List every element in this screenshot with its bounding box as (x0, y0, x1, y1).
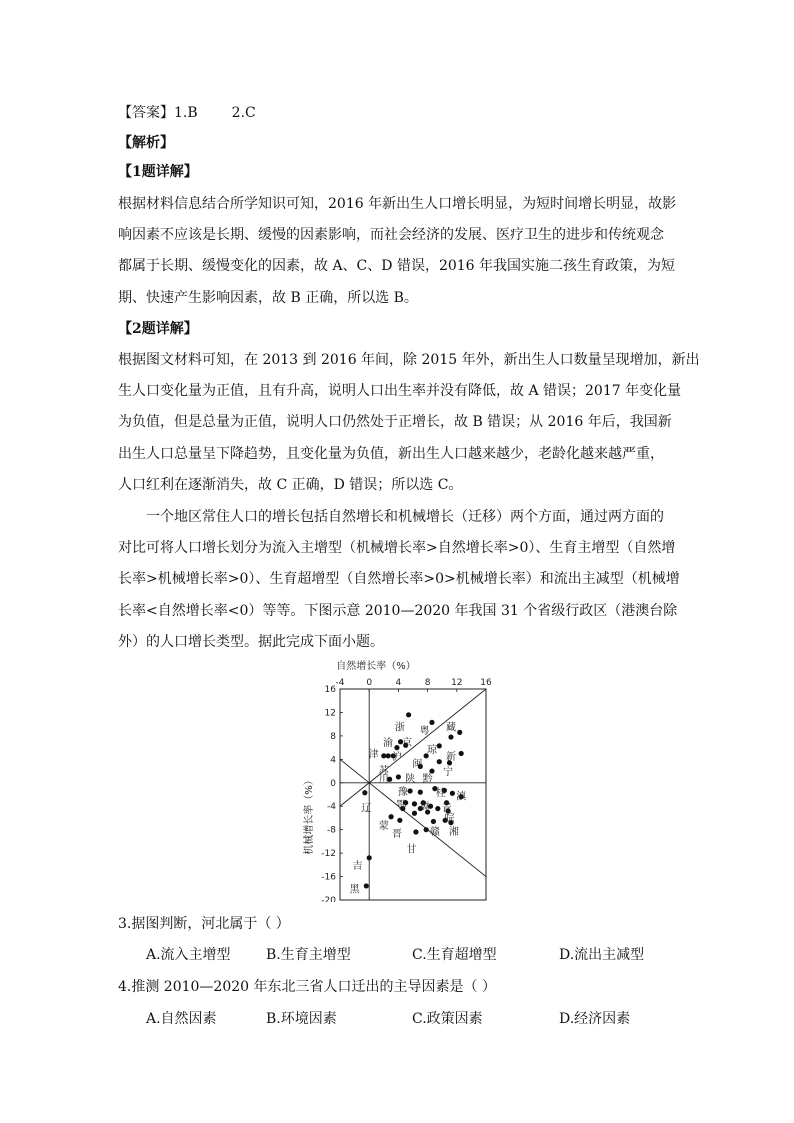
data-point (364, 883, 369, 888)
answer-q2: 2.C (231, 105, 256, 121)
q1-line: 期、快速产生影响因素，故 B 正确，所以选 B。 (118, 290, 418, 306)
data-point (386, 753, 391, 758)
data-point (448, 734, 453, 739)
intro-line: 长率>机械增长率>0）、生育超增型（自然增长率>0>机械增长率）和流出主减型（机械增 (118, 571, 680, 587)
data-point (389, 814, 394, 819)
y-tick-label: -16 (321, 872, 336, 883)
data-point (429, 768, 434, 773)
analysis-heading: 【解析】 (118, 135, 174, 151)
q1-heading: 【1题详解】 (118, 164, 198, 180)
q3-option-b[interactable]: B.生育主增型 (266, 947, 351, 963)
q2-line: 人口红利在逐渐消失，故 C 正确，D 错误；所以选 C。 (118, 477, 463, 493)
province-label: 豫 (397, 786, 408, 798)
intro-line: 长率<自然增长率<0）等等。下图示意 2010—2020 年我国 31 个省级行政区（港澳台除 (118, 603, 678, 619)
q2-line: 生人口变化量为正值，且有升高，说明人口出生率并没有降低，故 A 错误；2017 年变化量 (118, 383, 682, 399)
intro-line: 一个地区常住人口的增长包括自然增长和机械增长（迁移）两个方面，通过两方面的 (146, 509, 664, 525)
ref-line-y-equals-x (340, 689, 486, 806)
province-label: 粤 (419, 726, 430, 738)
province-label: 藏 (445, 722, 456, 734)
q4-option-d[interactable]: D.经济因素 (559, 1011, 631, 1027)
answer-line (118, 104, 256, 122)
data-point (431, 819, 436, 824)
data-point (459, 751, 464, 756)
province-label: 渝 (383, 737, 394, 749)
q2-heading: 【2题详解】 (118, 321, 198, 337)
ref-line-y-equals-neg-x (340, 759, 500, 900)
province-label: 吉 (352, 860, 363, 872)
province-label: 蒙 (378, 820, 389, 832)
province-label: 宁 (443, 767, 454, 779)
x-tick-label: 4 (395, 678, 402, 688)
data-point (407, 788, 412, 793)
x-tick-label: 12 (451, 678, 463, 688)
question-3-stem: 3.据图判断，河北属于（ ） (118, 916, 290, 932)
plot-area (340, 689, 500, 900)
data-point (437, 743, 442, 748)
y-tick-label: 16 (324, 685, 336, 695)
y-axis-label: 机械增长率（%） (304, 775, 315, 855)
q1-line: 根据材料信息结合所学知识可知，2016 年新出生人口增长明显，为短时间增长明显，故影 (118, 196, 677, 212)
data-point (412, 801, 417, 806)
y-tick-label: 12 (324, 708, 336, 719)
data-point (424, 827, 429, 832)
y-tick-label: -20 (321, 896, 336, 902)
population-growth-scatter-chart (300, 652, 500, 902)
x-tick-label: -4 (335, 678, 345, 688)
q3-option-d[interactable]: D.流出主减型 (559, 947, 645, 963)
x-tick-label: 0 (366, 678, 373, 688)
data-point (429, 720, 434, 725)
q3-option-a[interactable]: A.流入主增型 (146, 947, 231, 963)
province-label: 川 (378, 774, 389, 786)
province-label: 桂 (435, 788, 446, 800)
q3-option-c[interactable]: C.生育超增型 (412, 947, 497, 963)
data-point (362, 790, 367, 795)
data-point (394, 745, 399, 750)
province-label: 鄂 (396, 799, 407, 811)
province-label: 新 (445, 751, 456, 763)
data-point (413, 829, 418, 834)
answer-label: 【答案】 (118, 105, 174, 121)
province-label: 辽 (361, 803, 372, 815)
q2-line: 根据图文材料可知，在 2013 到 2016 年间，除 2015 年外，新出生人口数量呈现增加，新出 (118, 352, 700, 368)
y-tick-label: -12 (321, 849, 336, 860)
q2-line: 出生人口总量呈下降趋势，且变化量为负值，新出生人口越来越少，老龄化越来越严重， (118, 446, 664, 462)
data-point (396, 774, 401, 779)
data-point (457, 730, 462, 735)
intro-line: 对比可将人口增长划分为流入主增型（机械增长率>自然增长率>0）、生育主增型（自然增 (118, 540, 676, 556)
q1-line: 都属于长期、缓慢变化的因素，故 A、C、D 错误，2016 年我国实施二孩生育政策，为短 (118, 258, 676, 274)
province-label: 苏 (378, 765, 389, 777)
y-tick-label: 8 (330, 731, 336, 742)
answer-q1: 1.B (174, 105, 198, 121)
data-point (450, 791, 455, 796)
province-label: 陕 (405, 774, 416, 786)
province-label: 闽 (412, 758, 423, 770)
province-label: 甘 (406, 844, 417, 856)
data-point (397, 818, 402, 823)
province-label: 琼 (426, 744, 437, 756)
y-tick-label: 4 (330, 755, 336, 766)
province-label: 黑 (349, 884, 360, 896)
province-label: 湘 (448, 826, 459, 838)
data-point (406, 712, 411, 717)
province-label: 冀 (419, 802, 430, 814)
data-point (435, 806, 440, 811)
province-label: 京 (402, 737, 413, 749)
q2-line: 为负值，但是总量为正值，说明人口仍然处于正增长，故 B 错误；从 2016 年后，我国新 (118, 414, 672, 430)
x-tick-label: 8 (424, 678, 431, 688)
intro-line: 外）的人口增长类型。据此完成下面小题。 (118, 634, 384, 650)
q4-option-b[interactable]: B.环境因素 (266, 1011, 337, 1027)
q4-option-a[interactable]: A.自然因素 (146, 1011, 217, 1027)
province-label: 黔 (422, 774, 433, 786)
province-label: 浙 (394, 722, 405, 734)
data-point (418, 790, 423, 795)
data-point (437, 759, 442, 764)
x-tick-label: 16 (480, 678, 492, 688)
province-label: 滇 (456, 791, 467, 803)
province-label: 津 (368, 749, 379, 761)
province-label: 赣 (429, 826, 440, 838)
province-label: 沪 (391, 751, 402, 763)
y-tick-label: -4 (327, 802, 336, 813)
q1-line: 响因素不应该是长期、缓慢的因素影响，而社会经济的发展、医疗卫生的进步和传统观念 (118, 227, 664, 243)
question-4-stem: 4.推测 2010—2020 年东北三省人口迁出的主导因素是（ ） (118, 979, 496, 995)
province-label: 皖 (444, 812, 455, 824)
data-point (367, 855, 372, 860)
x-tick-labels (336, 678, 492, 688)
province-label: 青 (441, 803, 452, 815)
chart-title: 自然增长率（%） (336, 661, 416, 672)
province-label: 晋 (391, 829, 402, 841)
y-tick-label: 0 (330, 778, 336, 789)
q4-option-c[interactable]: C.政策因素 (412, 1011, 483, 1027)
y-tick-label: -8 (327, 825, 336, 836)
y-tick-labels (321, 685, 336, 902)
data-point (412, 811, 417, 816)
